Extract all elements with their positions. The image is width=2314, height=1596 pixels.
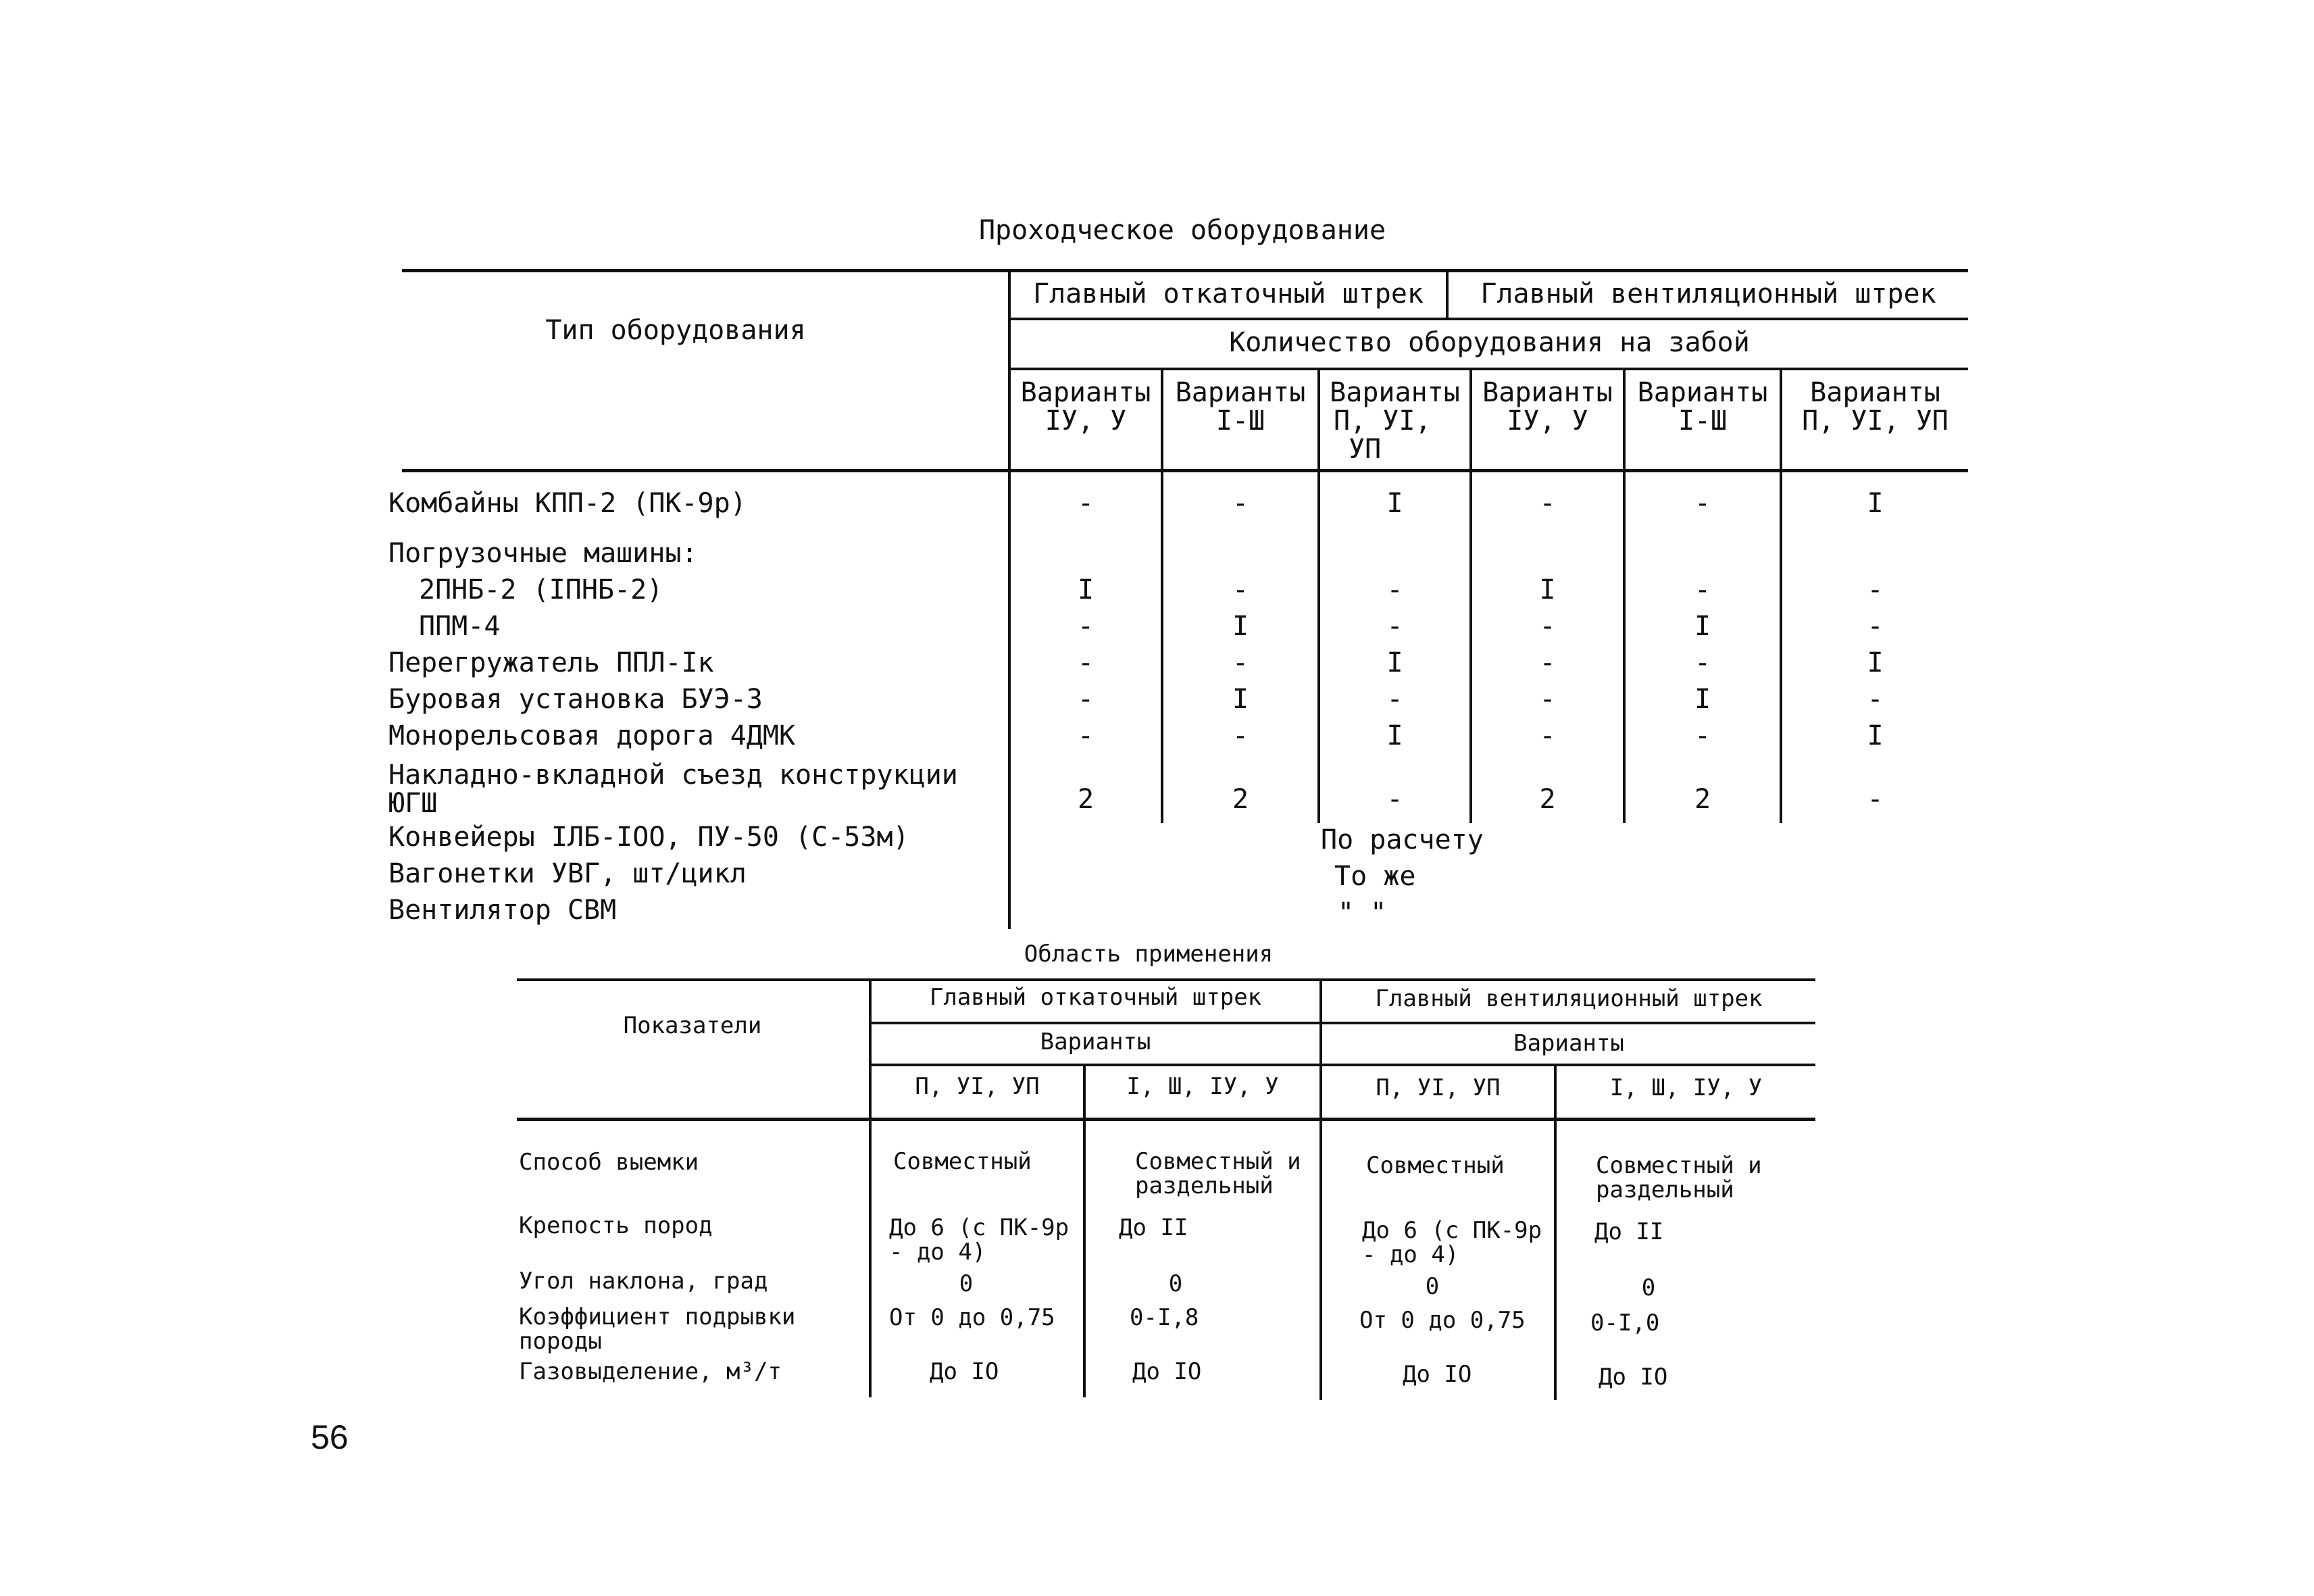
table1-cell: -	[1694, 574, 1711, 605]
table1-cell: I	[1077, 574, 1095, 605]
table1-cell: -	[1539, 611, 1556, 642]
table2-cell: До IO	[1132, 1358, 1202, 1385]
table2-cell: Совместный	[1366, 1152, 1505, 1179]
table1-cell: -	[1232, 488, 1249, 519]
table2-cell: До 6 (с ПК-9р - до 4)	[1362, 1217, 1542, 1268]
table1-cell: I	[1386, 647, 1403, 678]
table2-cell: До 6 (с ПК-9р - до 4)	[889, 1214, 1070, 1266]
table2-cell: До IO	[930, 1358, 999, 1385]
table1-cell: -	[1077, 684, 1095, 715]
table1-note: " "	[1338, 897, 1387, 928]
table1-cell: I	[1867, 488, 1884, 519]
table1-row-label: ППМ-4	[419, 611, 501, 642]
table1-cell: -	[1539, 684, 1556, 715]
table1-cell: I	[1539, 574, 1556, 605]
table1-cell: 2	[1077, 784, 1095, 815]
table1-cell: -	[1232, 720, 1249, 751]
table1-cell: I	[1867, 647, 1884, 678]
table1-cell: 2	[1539, 784, 1556, 815]
table2-row-label: Коэффициент подрывки породы	[519, 1303, 796, 1355]
table1-note: По расчету	[1321, 824, 1484, 855]
table1-row-header: Тип оборудования	[545, 315, 806, 346]
table1-group2: Главный вентиляционный штрек	[1480, 278, 1936, 309]
table1-cell: I	[1867, 720, 1884, 751]
table1-row-label: Накладно-вкладной съезд конструкции ЮГШ	[388, 759, 958, 819]
table1-cell: -	[1867, 784, 1884, 815]
table1-group-rule	[1009, 318, 1968, 320]
table1-col-header: Варианты I-Ш	[1175, 377, 1306, 437]
table1-cell: -	[1386, 784, 1403, 815]
table2-row-header: Показатели	[623, 1012, 762, 1039]
table1-cell: I	[1386, 720, 1403, 751]
table1-title: Проходческое оборудование	[978, 215, 1386, 246]
table2-cell: От 0 до 0,75	[1359, 1307, 1526, 1334]
table2-col-header: П, УI, УП	[915, 1073, 1040, 1100]
table1-top-rule	[402, 269, 1968, 272]
table1-cell: -	[1386, 611, 1403, 642]
table1-cell: -	[1694, 720, 1711, 751]
table2-sub2: Варианты	[1513, 1030, 1624, 1057]
table1-cell: I	[1386, 488, 1403, 519]
page-number: 56	[311, 1418, 349, 1456]
table2-col-divider	[1554, 1065, 1557, 1400]
table1-cell: -	[1386, 574, 1403, 605]
table1-row-label: Комбайны КПП-2 (ПК-9р)	[388, 488, 747, 519]
table2-row-label: Крепость пород	[519, 1212, 713, 1239]
table1-cell: I	[1232, 684, 1249, 715]
table1-col-header: Варианты I-Ш	[1637, 377, 1768, 437]
table1-cell: -	[1867, 611, 1884, 642]
table2-cell: Совместный и раздельный	[1596, 1152, 1762, 1203]
table2-col-divider	[1083, 1065, 1086, 1397]
table1-cell: 2	[1232, 784, 1249, 815]
table1-cell: -	[1867, 684, 1884, 715]
table2-cell: 0	[1641, 1274, 1656, 1301]
table2-group1: Главный откаточный штрек	[929, 984, 1262, 1011]
table1-cell: -	[1077, 720, 1095, 751]
table1-cell: -	[1539, 488, 1556, 519]
table1-group1: Главный откаточный штрек	[1033, 278, 1424, 309]
table2-row-label: Газовыделение, м³/т	[519, 1358, 782, 1385]
table1-cell: -	[1539, 647, 1556, 678]
table2-row-label: Способ выемки	[519, 1149, 699, 1176]
table2-col-header: П, УI, УП	[1376, 1074, 1501, 1101]
table1-subheader: Количество оборудования на забой	[1229, 327, 1750, 358]
table2-cell: От 0 до 0,75	[889, 1304, 1055, 1331]
table1-cell: I	[1694, 684, 1711, 715]
table1-row-label: 2ПНБ-2 (IПНБ-2)	[419, 574, 663, 605]
table2-cell: 0-I,0	[1590, 1310, 1660, 1337]
table2-col-header: I, Ш, IУ, У	[1609, 1074, 1763, 1101]
table2-cell: Совместный и раздельный	[1135, 1148, 1301, 1199]
table1-cell: -	[1539, 720, 1556, 751]
table2-top-rule	[517, 978, 1815, 981]
table2-group2: Главный вентиляционный штрек	[1375, 985, 1763, 1012]
table1-cell: -	[1232, 647, 1249, 678]
table1-cell: -	[1077, 611, 1095, 642]
table2-cell: До IO	[1599, 1364, 1668, 1391]
table1-cell: -	[1867, 574, 1884, 605]
table1-row-label: Погрузочные машины:	[388, 538, 698, 569]
table2-sub-rule	[870, 1064, 1815, 1066]
table1-col-header: Варианты П, УI, УП	[1330, 377, 1460, 465]
table1-row-label: Перегружатель ППЛ-Iк	[388, 647, 714, 678]
table1-cell: I	[1232, 611, 1249, 642]
table1-sub-rule	[1009, 368, 1968, 370]
table2-group-rule	[870, 1022, 1815, 1024]
table1-col-header: Варианты П, УI, УП	[1802, 377, 1948, 437]
table2-cell: Совместный	[893, 1148, 1032, 1175]
table2-cell: 0-I,8	[1130, 1304, 1199, 1331]
table2-cell: 0	[1168, 1270, 1183, 1297]
table1-header-rule	[402, 469, 1968, 472]
table2-header-rule	[517, 1118, 1815, 1121]
table1-cell: -	[1232, 574, 1249, 605]
table2-cell: 0	[959, 1270, 974, 1297]
table1-col-header: Варианты IУ, У	[1020, 377, 1151, 437]
table2-sub1: Варианты	[1040, 1028, 1151, 1055]
table1-cell: -	[1694, 488, 1711, 519]
table1-cell: -	[1694, 647, 1711, 678]
table1-cell: I	[1694, 611, 1711, 642]
table2-cell: 0	[1425, 1273, 1440, 1300]
table1-cell: -	[1077, 647, 1095, 678]
table2-title: Область применения	[1024, 941, 1274, 968]
table1-cell: 2	[1694, 784, 1711, 815]
table1-row-label: Буровая установка БУЭ-3	[388, 684, 763, 715]
table1-row-label: Монорельсовая дорога 4ДМК	[388, 720, 796, 751]
table1-note: То же	[1334, 861, 1416, 892]
table2-cell: До II	[1119, 1214, 1188, 1241]
table2-row-label: Угол наклона, град	[519, 1268, 768, 1295]
table1-row-label: Вагонетки УВГ, шт/цикл	[388, 858, 747, 889]
table2-cell: До IO	[1403, 1361, 1472, 1388]
table1-row-label: Конвейеры IЛБ-IOO, ПУ-50 (С-53м)	[388, 822, 909, 853]
table1-row-label: Вентилятор СВМ	[388, 895, 617, 926]
table2-cell: До II	[1594, 1218, 1664, 1245]
table1-col-header: Варианты IУ, У	[1482, 377, 1613, 437]
table1-cell: -	[1077, 488, 1095, 519]
table1-cell: -	[1386, 684, 1403, 715]
table2-col-header: I, Ш, IУ, У	[1126, 1073, 1279, 1100]
